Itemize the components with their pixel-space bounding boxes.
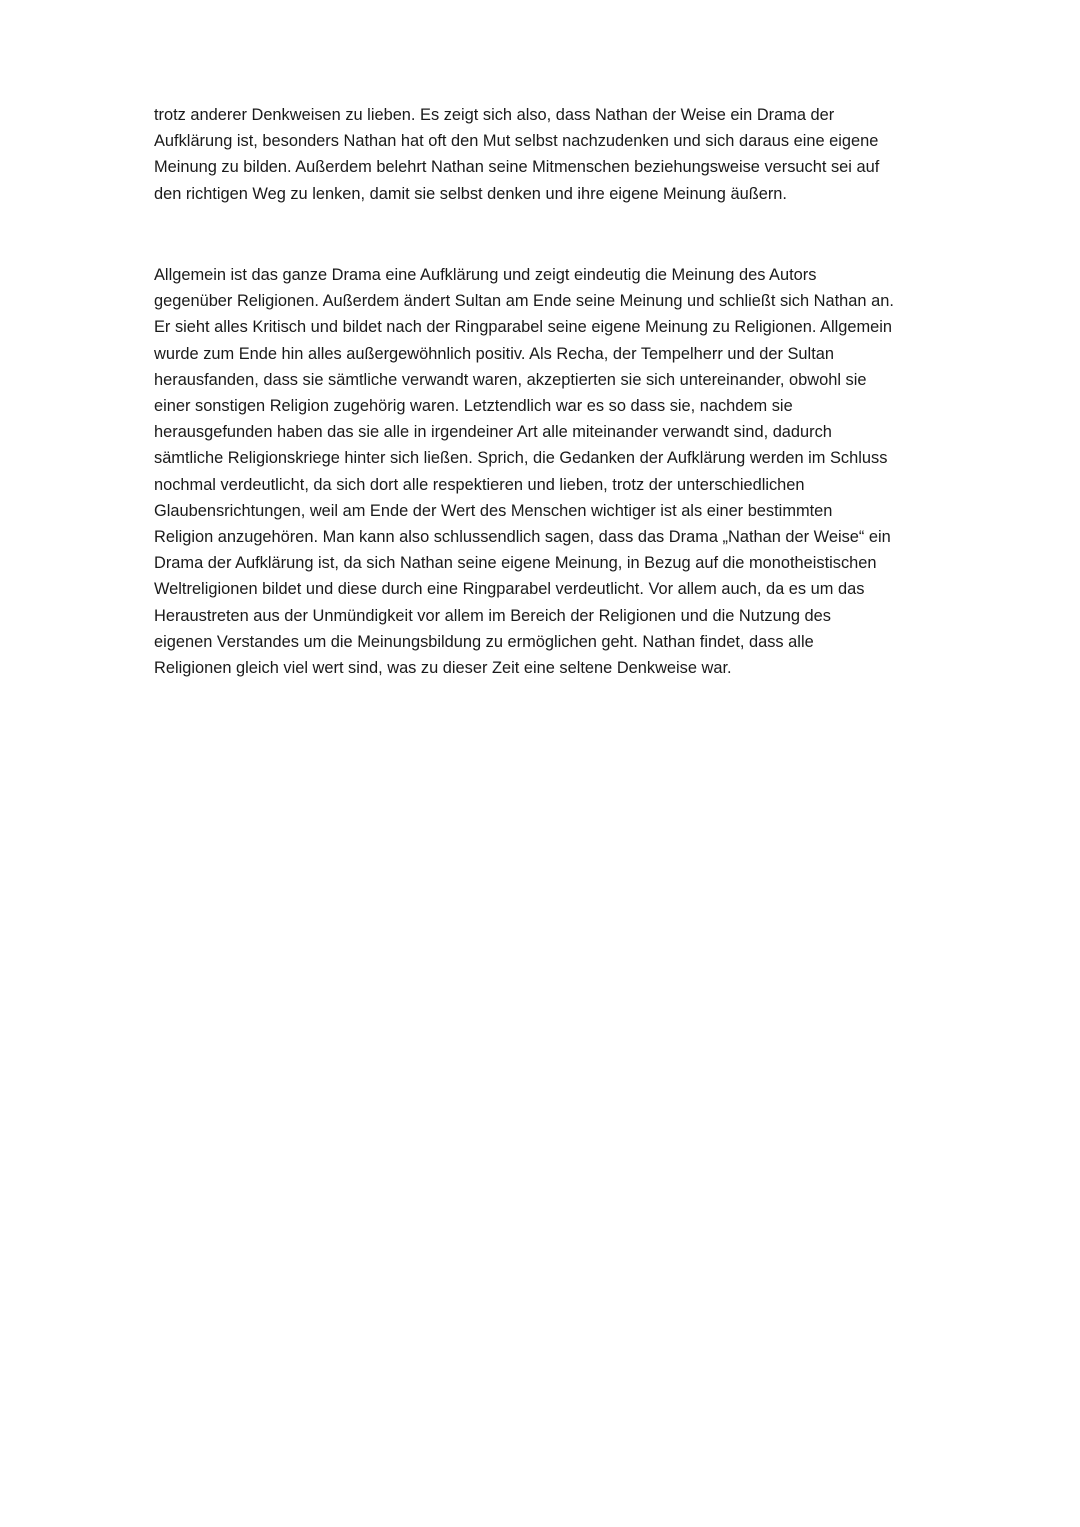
text-line: trotz anderer Denkweisen zu lieben. Es zeigt sich also, dass Nathan der Weise ein Drama der <box>154 106 835 124</box>
text-line: den richtigen Weg zu lenken, damit sie selbst denken und ihre eigene Meinung äußern. <box>154 184 787 203</box>
text-line: Allgemein ist das ganze Drama eine Aufklärung und zeigt eindeutig die Meinung des Autors <box>154 266 817 284</box>
text-line: Heraustreten aus der Unmündigkeit vor allem im Bereich der Religionen und die Nutzung des <box>154 606 831 625</box>
text-line: eigenen Verstandes um die Meinungsbildung zu ermöglichen geht. Nathan findet, dass alle <box>154 632 814 651</box>
text-line: wurde zum Ende hin alles außergewöhnlich positiv. Als Recha, der Tempelherr und der Sultan <box>154 344 834 363</box>
text-line: einer sonstigen Religion zugehörig waren. Letztendlich war es so dass sie, nachdem sie <box>154 397 793 416</box>
paragraph-1 <box>154 102 984 207</box>
text-line: Er sieht alles Kritisch und bildet nach der Ringparabel seine eigene Meinung zu Religionen. Allgemein <box>154 318 893 337</box>
text-line: sämtliche Religionskriege hinter sich ließen. Sprich, die Gedanken der Aufklärung werden im Schluss <box>154 449 888 468</box>
text-line: Meinung zu bilden. Außerdem belehrt Nathan seine Mitmenschen beziehungsweise versucht sei auf <box>154 158 880 177</box>
text-line: gegenüber Religionen. Außerdem ändert Sultan am Ende seine Meinung und schließt sich Nathan an. <box>154 292 894 311</box>
text-line: Aufklärung ist, besonders Nathan hat oft den Mut selbst nachzudenken und sich daraus eine eigene <box>154 132 879 151</box>
text-line: Glaubensrichtungen, weil am Ende der Wert des Menschen wichtiger ist als einer bestimmten <box>154 501 833 520</box>
text-line: Weltreligionen bildet und diese durch eine Ringparabel verdeutlicht. Vor allem auch, da es um das <box>154 580 865 599</box>
text-line: herausfanden, dass sie sämtliche verwandt waren, akzeptierten sie sich untereinander, obwohl sie <box>154 370 867 389</box>
text-line: nochmal verdeutlicht, da sich dort alle respektieren und lieben, trotz der unterschiedlichen <box>154 475 805 494</box>
text-line: Religionen gleich viel wert sind, was zu dieser Zeit eine seltene Denkweise war. <box>154 659 732 678</box>
text-line: Drama der Aufklärung ist, da sich Nathan seine eigene Meinung, in Bezug auf die monotheistischen <box>154 554 877 573</box>
paragraph-2 <box>154 262 984 681</box>
text-line: herausgefunden haben das sie alle in irgendeiner Art alle miteinander verwandt sind, dadurch <box>154 423 832 442</box>
text-line: Religion anzugehören. Man kann also schlussendlich sagen, dass das Drama „Nathan der Weise“ ein <box>154 528 891 547</box>
